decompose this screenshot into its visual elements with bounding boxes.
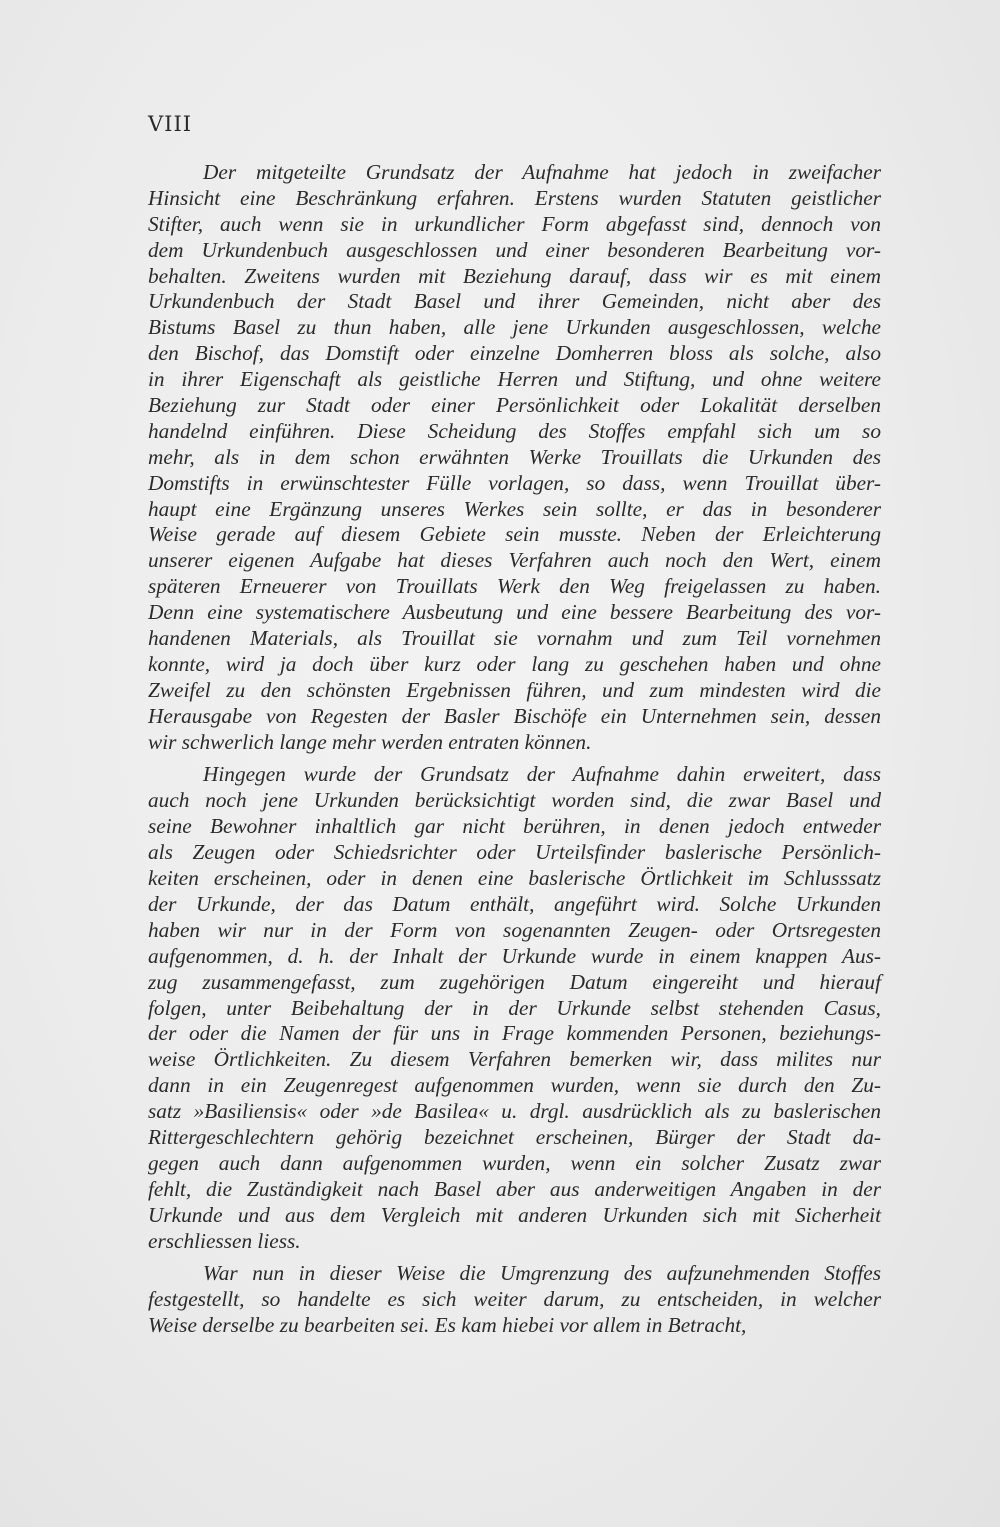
text-line: behalten. Zweitens wurden mit Beziehung darauf, dass wir es mit einem	[148, 263, 881, 288]
text-line: Der mitgeteilte Grundsatz der Aufnahme hat jedoch in zweifacher	[203, 160, 881, 184]
text-line: Denn eine systematischere Ausbeutung und eine bessere Bearbeitung des vor-	[148, 600, 881, 625]
text-line: Herausgabe von Regesten der Basler Bischöfe ein Unternehmen sein, dessen	[148, 703, 881, 728]
text-line: gegen auch dann aufgenommen wurden, wenn ein solcher Zusatz zwar	[148, 1150, 881, 1175]
paragraph	[148, 1261, 881, 1339]
text-line: wir schwerlich lange mehr werden entraten können.	[148, 729, 592, 754]
text-line: Urkunde und aus dem Vergleich mit anderen Urkunden sich mit Sicherheit	[148, 1202, 881, 1227]
text-line: mehr, als in dem schon erwähnten Werke Trouillats die Urkunden des	[148, 444, 881, 469]
paragraph-gap	[148, 1254, 881, 1261]
body-text	[148, 160, 881, 1339]
text-line: Weise gerade auf diesem Gebiete sein musste. Neben der Erleichterung	[148, 522, 881, 547]
text-line: satz »Basiliensis« oder »de Basilea« u. drgl. ausdrücklich als zu baslerischen	[148, 1099, 881, 1124]
text-line: zug zusammengefasst, zum zugehörigen Datum eingereiht und hierauf	[148, 969, 881, 994]
text-line: Rittergeschlechtern gehörig bezeichnet erscheinen, Bürger der Stadt da-	[148, 1124, 881, 1149]
text-line: Zweifel zu den schönsten Ergebnissen führen, und zum mindesten wird die	[148, 677, 881, 702]
text-line: erschliessen liess.	[148, 1228, 301, 1253]
paragraph-gap	[148, 755, 881, 762]
text-line: Weise derselbe zu bearbeiten sei. Es kam hiebei vor allem in Betracht,	[148, 1313, 747, 1338]
text-line: Bistums Basel zu thun haben, alle jene Urkunden ausgeschlossen, welche	[148, 315, 881, 340]
text-line: auch noch jene Urkunden berücksichtigt worden sind, die zwar Basel und	[148, 788, 881, 813]
paragraph	[148, 160, 881, 755]
text-line: in ihrer Eigenschaft als geistliche Herren und Stiftung, und ohne weitere	[148, 367, 881, 392]
text-line: konnte, wird ja doch über kurz oder lang zu geschehen haben und ohne	[148, 651, 881, 676]
text-line: weise Örtlichkeiten. Zu diesem Verfahren bemerken wir, dass milites nur	[148, 1047, 881, 1072]
text-line: späteren Erneuerer von Trouillats Werk den Weg freigelassen zu haben.	[148, 574, 881, 599]
text-line: handenen Materials, als Trouillat sie vornahm und zum Teil vornehmen	[148, 626, 881, 651]
text-line: festgestellt, so handelte es sich weiter darum, zu entscheiden, in welcher	[148, 1287, 881, 1312]
text-line: keiten erscheinen, oder in denen eine baslerische Örtlichkeit im Schlusssatz	[148, 866, 881, 891]
text-line: War nun in dieser Weise die Umgrenzung des aufzunehmenden Stoffes	[203, 1261, 881, 1286]
text-line: Beziehung zur Stadt oder einer Persönlichkeit oder Lokalität derselben	[148, 393, 881, 418]
text-line: aufgenommen, d. h. der Inhalt der Urkunde wurde in einem knappen Aus-	[148, 943, 881, 968]
paragraph	[148, 762, 881, 1254]
page-number: VIII	[148, 112, 193, 136]
text-line: als Zeugen oder Schiedsrichter oder Urteilsfinder baslerische Persönlich-	[148, 840, 881, 865]
text-line: dem Urkundenbuch ausgeschlossen und einer besonderen Bearbeitung vor-	[148, 237, 881, 262]
text-line: Domstifts in erwünschtester Fülle vorlagen, so dass, wenn Trouillat über-	[148, 470, 881, 495]
text-line: seine Bewohner inhaltlich gar nicht berühren, in denen jedoch entweder	[148, 814, 881, 839]
text-line: dann in ein Zeugenregest aufgenommen wurden, wenn sie durch den Zu-	[148, 1073, 881, 1098]
text-line: den Bischof, das Domstift oder einzelne Domherren bloss als solche, also	[148, 341, 881, 366]
text-line: der Urkunde, der das Datum enthält, angeführt wird. Solche Urkunden	[148, 891, 881, 916]
text-line: Hingegen wurde der Grundsatz der Aufnahme dahin erweitert, dass	[203, 762, 881, 787]
text-line: Urkundenbuch der Stadt Basel und ihrer Gemeinden, nicht aber des	[148, 289, 881, 314]
text-line: Hinsicht eine Beschränkung erfahren. Erstens wurden Statuten geistlicher	[148, 185, 881, 210]
text-line: der oder die Namen der für uns in Frage kommenden Personen, beziehungs-	[148, 1021, 881, 1046]
text-line: Stifter, auch wenn sie in urkundlicher Form abgefasst sind, dennoch von	[148, 211, 881, 236]
text-line: haben wir nur in der Form von sogenannten Zeugen- oder Ortsregesten	[148, 917, 881, 942]
text-line: haupt eine Ergänzung unseres Werkes sein sollte, er das in besonderer	[148, 496, 881, 521]
text-line: fehlt, die Zuständigkeit nach Basel aber aus anderweitigen Angaben in der	[148, 1176, 881, 1201]
text-line: unserer eigenen Aufgabe hat dieses Verfahren auch noch den Wert, einem	[148, 548, 881, 573]
text-line: folgen, unter Beibehaltung der in der Urkunde selbst stehenden Casus,	[148, 995, 881, 1020]
text-line: handelnd einführen. Diese Scheidung des Stoffes empfahl sich um so	[148, 418, 881, 443]
